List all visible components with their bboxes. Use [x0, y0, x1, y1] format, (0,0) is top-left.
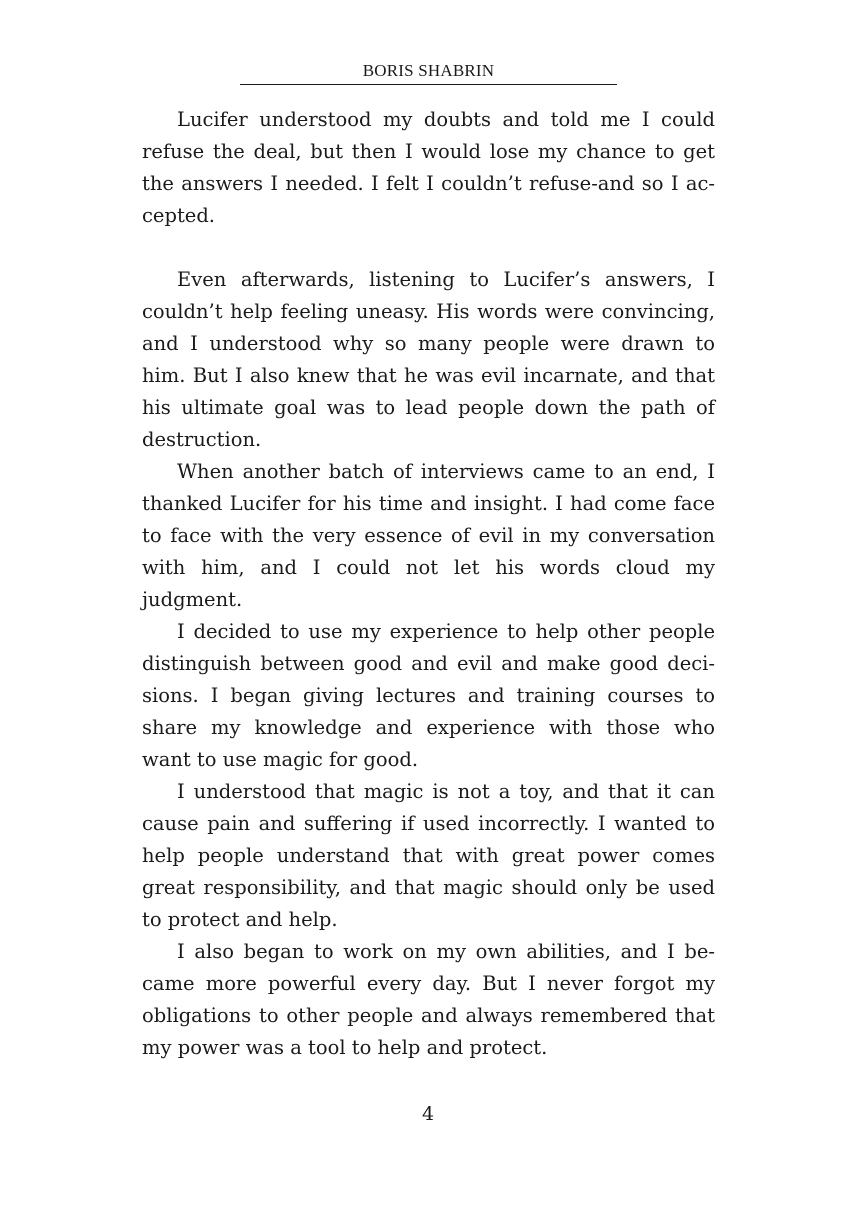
running-header: BORIS SHABRIN — [362, 61, 495, 80]
paragraph-6: I also began to work on my own abilities, and I became more powerful every day. But I never forgot my obligations to other people and always remembered that my power was a tool to help and protect. — [142, 940, 715, 1059]
body-text — [142, 104, 715, 1064]
header-rule — [240, 84, 617, 85]
paragraph-2: Even afterwards, listening to Lucifer’s answers, I couldn’t help feeling uneasy. His words were convincing, and I understood why so many people were drawn to him. But I also knew that he was evil incarnate, and that his ultimate goal was to lead people down the path of destruction. — [142, 268, 715, 451]
paragraph-4: I decided to use my experience to help other people distinguish between good and evil and make good decisions. I began giving lectures and training courses to share my knowledge and experience with those who want to use magic for good. — [142, 620, 715, 771]
page-number: 4 — [421, 1103, 435, 1125]
paragraph-5: I understood that magic is not a toy, and that it can cause pain and suffering if used incorrectly. I wanted to help people understand that with great power comes great responsibility, and that magic should only be used to protect and help. — [142, 780, 715, 931]
paragraph-3: When another batch of interviews came to an end, I thanked Lucifer for his time and insight. I had come face to face with the very essence of evil in my conversation with him, and I could not let his words cloud my judgment. — [142, 460, 715, 611]
paragraph-1: Lucifer understood my doubts and told me I could refuse the deal, but then I would lose my chance to get the answers I needed. I felt I couldn’t refuse-and so I accepted. — [142, 108, 715, 227]
